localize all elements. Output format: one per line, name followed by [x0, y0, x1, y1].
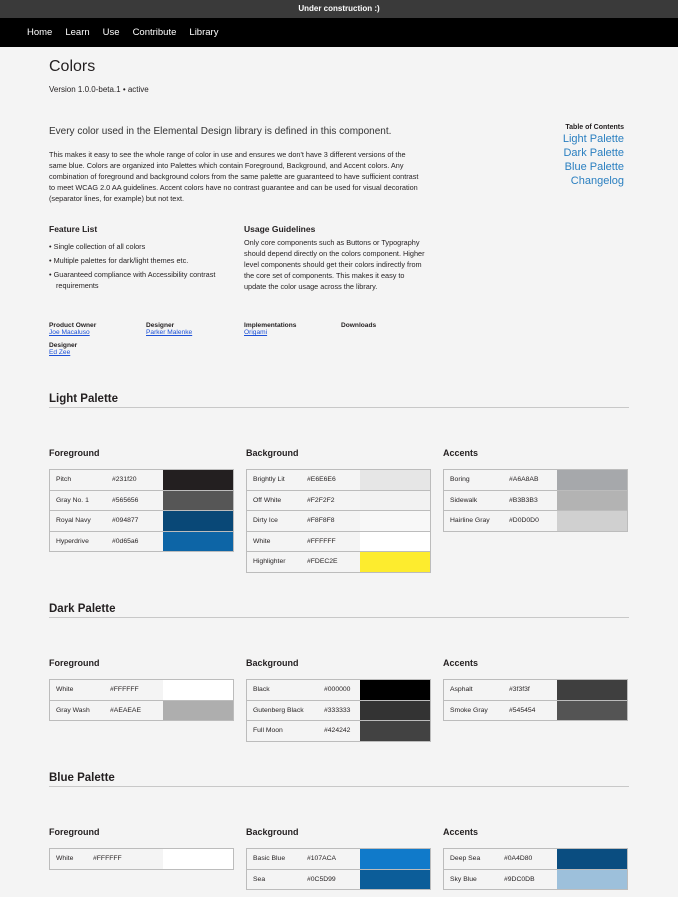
color-row: [247, 849, 430, 870]
color-hex: #231f20: [112, 476, 137, 484]
color-row: [247, 680, 430, 701]
light-palette-title: Light Palette: [49, 393, 629, 408]
color-name: Boring: [450, 476, 470, 484]
color-row: [444, 680, 627, 701]
toc-dark-palette[interactable]: Dark Palette: [563, 147, 624, 159]
color-hex: #B3B3B3: [509, 496, 538, 504]
downloads: [341, 322, 376, 329]
color-row: [444, 701, 627, 722]
light-accents-table: [443, 469, 628, 532]
color-name: Gray Wash: [56, 706, 90, 714]
dark-foreground-table: [49, 679, 234, 721]
color-hex: #0A4D80: [504, 855, 533, 863]
toc-title: Table of Contents: [565, 124, 624, 131]
designer-label: Designer: [146, 322, 175, 329]
color-name: Sea: [253, 875, 266, 883]
dark-background-title: Background: [246, 658, 299, 668]
color-hex: #FDEC2E: [307, 558, 338, 566]
color-hex: #000000: [324, 686, 351, 694]
implementations-label: Implementations: [244, 322, 297, 329]
color-swatch: [557, 701, 627, 721]
color-hex: #094877: [112, 517, 139, 525]
light-background-table: [246, 469, 431, 573]
color-swatch: [360, 511, 430, 531]
color-row: [444, 870, 627, 891]
color-name: Pitch: [56, 476, 72, 484]
intro-text: This makes it easy to see the whole range of color in use and ensures we don't have 3 different versions of the same blue. Colors are organized into Palettes which contain Foreground, Background, and Accent colors. Any combination of foreground and background colors from the same palette are guaranteed to have sufficient contrast to meet WCAG 2.0 AA guidelines. Accent colors have no contrast guarantee and can be used for visual decoration (separator lines, for example) but not text.: [49, 150, 419, 203]
color-name: Full Moon: [253, 727, 283, 735]
color-swatch: [360, 491, 430, 511]
color-hex: #FFFFFF: [110, 686, 139, 694]
color-name: Highlighter: [253, 558, 286, 566]
usage-guidelines: [244, 224, 426, 292]
color-hex: #0d65a6: [112, 537, 139, 545]
lead-text: Every color used in the Elemental Design library is defined in this component.: [49, 126, 392, 137]
top-nav: [0, 18, 678, 47]
designer2-label: Designer: [49, 342, 78, 349]
color-row: [50, 532, 233, 553]
nav-home[interactable]: Home: [27, 27, 53, 38]
color-row: [247, 491, 430, 512]
blue-foreground-title: Foreground: [49, 827, 100, 837]
feature-item: • Guaranteed compliance with Accessibility contrast requirements: [49, 270, 216, 290]
color-swatch: [360, 552, 430, 572]
nav-use[interactable]: Use: [102, 27, 120, 38]
color-name: Sidewalk: [450, 496, 478, 504]
color-swatch: [360, 721, 430, 741]
color-name: Black: [253, 686, 270, 694]
color-row: [247, 721, 430, 742]
feature-list: [49, 224, 234, 294]
blue-accents-title: Accents: [443, 827, 479, 837]
blue-palette-title: Blue Palette: [49, 772, 629, 787]
dark-accents-table: [443, 679, 628, 721]
blue-foreground-table: [49, 848, 234, 870]
color-row: [247, 532, 430, 553]
nav-learn[interactable]: Learn: [65, 27, 90, 38]
color-name: Basic Blue: [253, 855, 286, 863]
dark-background-table: [246, 679, 431, 742]
color-row: [247, 701, 430, 722]
feature-list-title: Feature List: [49, 224, 98, 234]
color-row: [50, 511, 233, 532]
version-label: Version 1.0.0-beta.1 • active: [49, 85, 149, 94]
color-swatch: [557, 491, 627, 511]
color-hex: #3f3f3f: [509, 686, 530, 694]
toc-light-palette[interactable]: Light Palette: [562, 133, 624, 145]
color-hex: #545454: [509, 706, 536, 714]
toc-blue-palette[interactable]: Blue Palette: [564, 161, 624, 173]
color-hex: #E6E6E6: [307, 476, 336, 484]
color-name: White: [56, 855, 74, 863]
dark-accents-title: Accents: [443, 658, 479, 668]
color-swatch: [557, 870, 627, 890]
color-swatch: [360, 870, 430, 890]
nav-contribute[interactable]: Contribute: [132, 27, 177, 38]
implementations: [244, 322, 296, 336]
color-swatch: [163, 491, 233, 511]
color-name: White: [56, 686, 74, 694]
blue-background-title: Background: [246, 827, 299, 837]
downloads-label: Downloads: [341, 322, 377, 329]
color-swatch: [360, 532, 430, 552]
light-accents-title: Accents: [443, 448, 479, 458]
color-hex: #D0D0D0: [509, 517, 539, 525]
color-swatch: [557, 680, 627, 700]
color-swatch: [360, 470, 430, 490]
light-background-title: Background: [246, 448, 299, 458]
color-name: Asphalt: [450, 686, 473, 694]
color-name: Hairline Gray: [450, 517, 490, 525]
dark-foreground-title: Foreground: [49, 658, 100, 668]
color-row: [247, 470, 430, 491]
color-swatch: [163, 680, 233, 700]
color-hex: #107ACA: [307, 855, 337, 863]
color-row: [444, 849, 627, 870]
dark-palette-title: Dark Palette: [49, 603, 629, 618]
page-title: Colors: [49, 58, 96, 75]
usage-title: Usage Guidelines: [244, 224, 316, 234]
color-swatch: [557, 470, 627, 490]
color-hex: #333333: [324, 706, 351, 714]
color-name: Smoke Gray: [450, 706, 488, 714]
color-name: Brightly Lit: [253, 476, 285, 484]
color-row: [247, 870, 430, 891]
construction-banner: Under construction :): [0, 0, 678, 18]
color-name: Deep Sea: [450, 855, 481, 863]
color-row: [247, 511, 430, 532]
color-row: [50, 470, 233, 491]
color-name: Royal Navy: [56, 517, 91, 525]
implementations-link[interactable]: Origami: [244, 329, 268, 336]
color-swatch: [163, 701, 233, 721]
color-name: Dirty Ice: [253, 517, 278, 525]
color-name: White: [253, 537, 271, 545]
feature-item: • Single collection of all colors: [49, 242, 146, 251]
color-swatch: [557, 511, 627, 531]
color-row: [444, 491, 627, 512]
color-row: [444, 470, 627, 491]
color-hex: #AEAEAE: [110, 706, 141, 714]
color-swatch: [360, 849, 430, 869]
color-hex: #A6A8AB: [509, 476, 539, 484]
table-of-contents: [563, 124, 624, 188]
blue-background-table: [246, 848, 431, 890]
usage-text: Only core components such as Buttons or Typography should depend directly on the colors component. Higher level components should get their colors indirectly from the core set of components. This makes it easy to update the color usage across the library.: [244, 238, 425, 291]
color-row: [50, 491, 233, 512]
color-swatch: [360, 680, 430, 700]
product-owner-link[interactable]: Joe Macaluso: [49, 329, 90, 336]
product-owner-label: Product Owner: [49, 322, 97, 329]
color-swatch: [163, 511, 233, 531]
color-name: Gutenberg Black: [253, 706, 304, 714]
light-foreground-title: Foreground: [49, 448, 100, 458]
color-swatch: [360, 701, 430, 721]
color-hex: #F2F2F2: [307, 496, 335, 504]
color-name: Gray No. 1: [56, 496, 89, 504]
color-hex: #0C5D99: [307, 875, 336, 883]
nav-library[interactable]: Library: [189, 27, 219, 38]
color-swatch: [163, 470, 233, 490]
color-swatch: [557, 849, 627, 869]
color-row: [444, 511, 627, 532]
blue-accents-table: [443, 848, 628, 890]
color-name: Off White: [253, 496, 282, 504]
color-row: [247, 552, 430, 573]
color-hex: #FFFFFF: [307, 537, 336, 545]
color-name: Hyperdrive: [56, 537, 89, 545]
color-swatch: [163, 532, 233, 552]
color-swatch: [163, 849, 233, 869]
color-hex: #FFFFFF: [93, 855, 122, 863]
color-row: [50, 701, 233, 722]
light-foreground-table: [49, 469, 234, 552]
color-row: [50, 680, 233, 701]
color-name: Sky Blue: [450, 875, 477, 883]
designer-link[interactable]: Parker Malenke: [146, 329, 193, 336]
product-owner: [49, 322, 96, 336]
color-hex: #565656: [112, 496, 139, 504]
designer-2: [49, 342, 77, 356]
color-hex: #424242: [324, 727, 351, 735]
designer: [146, 322, 192, 336]
color-hex: #F8F8F8: [307, 517, 335, 525]
designer2-link[interactable]: Ed Zee: [49, 349, 71, 356]
toc-changelog[interactable]: Changelog: [570, 175, 624, 187]
color-row: [50, 849, 233, 870]
color-hex: #9DC0DB: [504, 875, 535, 883]
feature-item: • Multiple palettes for dark/light themes etc.: [49, 256, 189, 265]
